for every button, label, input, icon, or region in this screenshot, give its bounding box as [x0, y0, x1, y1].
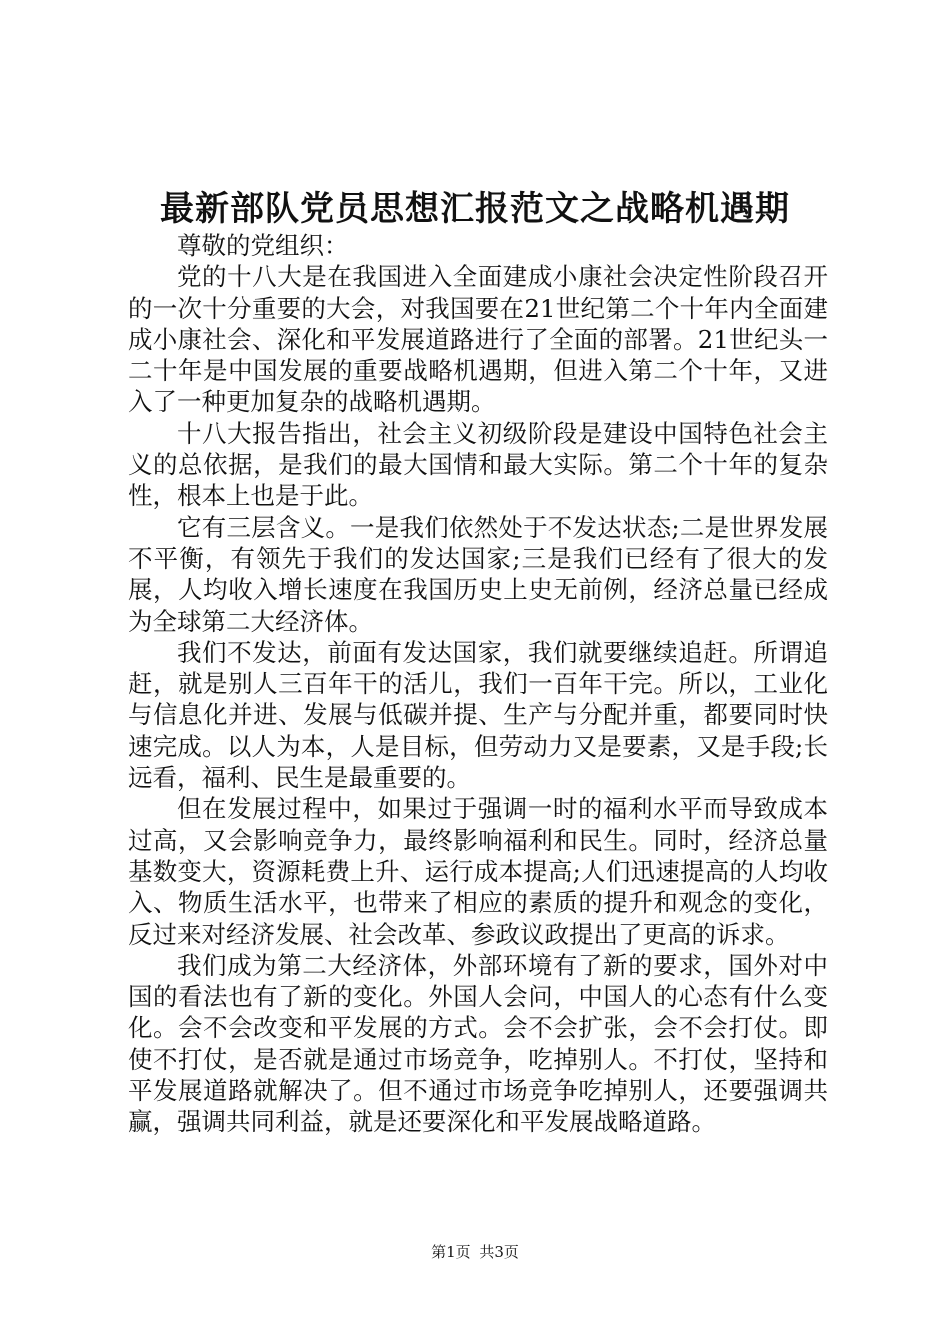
document-body [128, 230, 828, 1138]
document-title: 最新部队党员思想汇报范文之战略机遇期 [160, 189, 790, 229]
paragraph-4: 我们不发达，前面有发达国家，我们就要继续追赶。所谓追赶，就是别人三百年干的活儿，我们一百年干完。所以，工业化与信息化并进、发展与低碳并提、生产与分配并重，都要同时快速完成。以人为本，人是目标，但劳动力又是要素，又是手段;长远看，福利、民生是最重要的。 [128, 637, 828, 793]
paragraph-6: 我们成为第二大经济体，外部环境有了新的要求，国外对中国的看法也有了新的变化。外国人会问，中国人的心态有什么变化。会不会改变和平发展的方式。会不会扩张，会不会打仗。即使不打仗，是否就是通过市场竞争，吃掉别人。不打仗，坚持和平发展道路就解决了。但不通过市场竞争吃掉别人，还要强调共赢，强调共同利益，就是还要深化和平发展战略道路。 [128, 950, 828, 1137]
paragraph-2: 十八大报告指出，社会主义初级阶段是建设中国特色社会主义的总依据，是我们的最大国情和最大实际。第二个十年的复杂性，根本上也是于此。 [128, 418, 828, 511]
page-total: 共3页 [479, 1243, 519, 1261]
page-footer [0, 1240, 950, 1264]
paragraph-1: 党的十八大是在我国进入全面建成小康社会决定性阶段召开的一次十分重要的大会，对我国要在21世纪第二个十年内全面建成小康社会、深化和平发展道路进行了全面的部署。21世纪头一二十年是中国发展的重要战略机遇期，但进入第二个十年，又进入了一种更加复杂的战略机遇期。 [128, 262, 828, 417]
paragraph-5: 但在发展过程中，如果过于强调一时的福利水平而导致成本过高，又会影响竞争力，最终影响福利和民生。同时，经济总量基数变大，资源耗费上升、运行成本提高;人们迅速提高的人均收入、物质生活水平，也带来了相应的素质的提升和观念的变化，反过来对经济发展、社会改革、参政议政提出了更高的诉求。 [128, 794, 828, 949]
paragraph-3: 它有三层含义。一是我们依然处于不发达状态;二是世界发展不平衡，有领先于我们的发达国家;三是我们已经有了很大的发展，人均收入增长速度在我国历史上史无前例，经济总量已经成为全球第二大经济体。 [128, 512, 828, 636]
salutation: 尊敬的党组织： [177, 231, 349, 260]
page-number: 第1页 [431, 1243, 471, 1261]
